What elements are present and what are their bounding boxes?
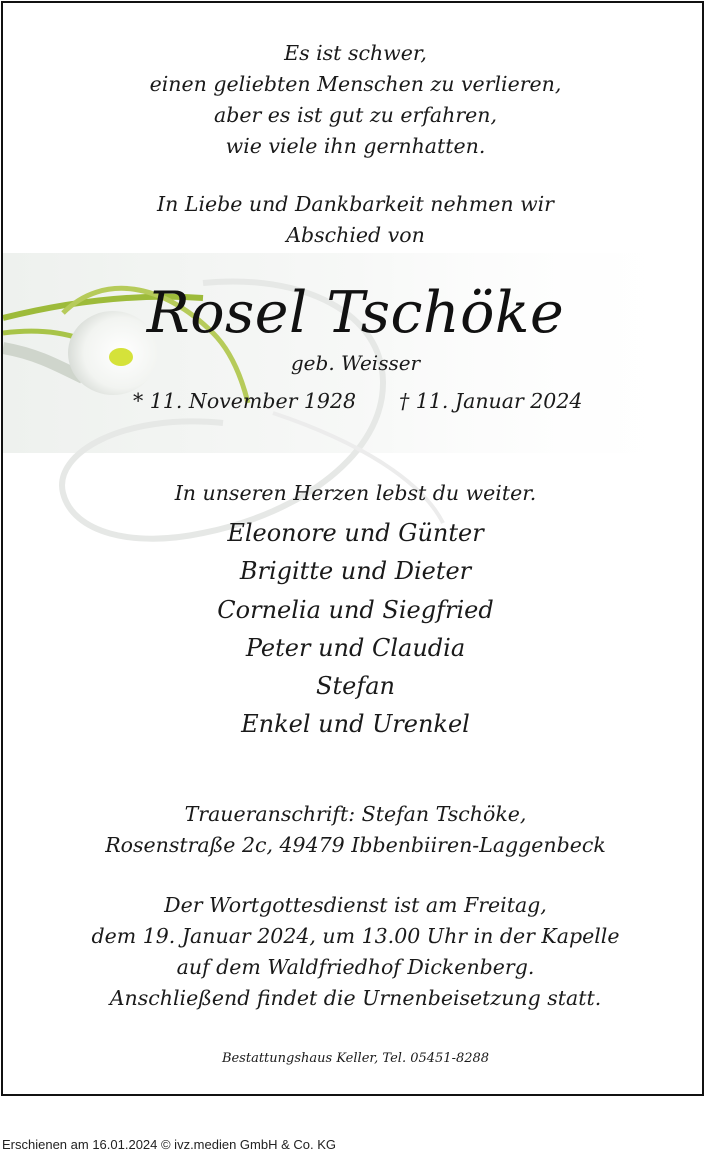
mourner: Enkel und Urenkel bbox=[241, 710, 470, 739]
motto-line: einen geliebten Menschen zu verlieren, bbox=[149, 72, 562, 96]
service-line: Der Wortgottesdienst ist am Freitag, bbox=[164, 893, 547, 917]
birth-date: * 11. November 1928 bbox=[133, 389, 357, 413]
mourner: Eleonore und Günter bbox=[227, 519, 484, 547]
service-line: dem 19. Januar 2024, um 13.00 Uhr in der Kapelle bbox=[91, 924, 620, 948]
service-info bbox=[3, 890, 704, 1014]
intro-line: In Liebe und Dankbarkeit nehmen wir bbox=[157, 192, 554, 216]
motto bbox=[3, 38, 704, 162]
motto-line: aber es ist gut zu erfahren, bbox=[214, 103, 497, 127]
mourner: Peter und Claudia bbox=[245, 633, 466, 662]
address-line: Rosenstraße 2c, 49479 Ibbenbiiren-Laggenbeck bbox=[105, 833, 606, 857]
mourner: Brigitte und Dieter bbox=[239, 557, 472, 586]
obituary-card bbox=[1, 1, 704, 1096]
address-line: Traueranschrift: Stefan Tschöke, bbox=[184, 802, 527, 826]
intro bbox=[3, 189, 704, 251]
mourners-list bbox=[3, 514, 704, 744]
publication-footer: Erschienen am 16.01.2024 © ivz.medien GmbH & Co. KG bbox=[2, 1137, 337, 1152]
intro-line: Abschied von bbox=[286, 223, 425, 247]
mourning-address bbox=[3, 799, 704, 861]
birth-name: geb. Weisser bbox=[290, 351, 421, 375]
service-line: Anschließend findet die Urnenbeisetzung statt. bbox=[109, 986, 602, 1010]
motto-line: Es ist schwer, bbox=[284, 41, 427, 65]
heart-line: In unseren Herzen lebst du weiter. bbox=[174, 481, 537, 505]
death-date: † 11. Januar 2024 bbox=[399, 389, 583, 413]
mourner: Cornelia und Siegfried bbox=[217, 595, 494, 624]
service-line: auf dem Waldfriedhof Dickenberg. bbox=[176, 955, 535, 979]
motto-line: wie viele ihn gernhatten. bbox=[225, 134, 486, 158]
deceased-name: Rosel Tschöke bbox=[146, 280, 565, 346]
undertaker: Bestattungshaus Keller, Tel. 05451-8288 bbox=[221, 1051, 490, 1066]
mourner: Stefan bbox=[316, 672, 395, 701]
